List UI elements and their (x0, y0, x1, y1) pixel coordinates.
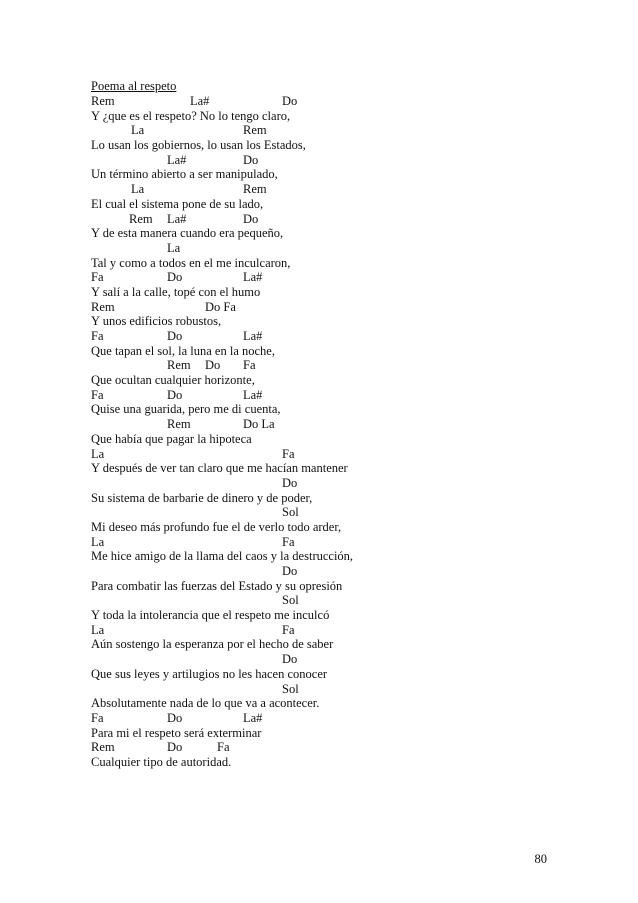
chord-line (91, 593, 571, 608)
lyric-line: Que tapan el sol, la luna en la noche, (91, 343, 275, 358)
chord: Rem (91, 740, 115, 755)
chord: Sol (282, 681, 299, 696)
lyric-line: Y después de ver tan claro que me hacían mantener (91, 461, 348, 476)
lyric-line: Que sus leyes y artilugios no les hacen conocer (91, 666, 328, 681)
chord: Do (167, 270, 183, 285)
chord-line (91, 623, 571, 638)
lyric-line: Me hice amigo de la llama del caos y la destrucción, (91, 549, 354, 564)
chord: La (167, 240, 181, 255)
chord: Do (282, 94, 298, 108)
chord-line (91, 417, 571, 432)
lyric-line: Y unos edificios robustos, (91, 314, 222, 329)
chord: Fa (91, 710, 104, 725)
lyric-line: Quise una guarida, pero me di cuenta, (91, 402, 281, 417)
chord: Rem (243, 182, 267, 197)
chord: Do (167, 329, 183, 343)
chord: Do (167, 387, 183, 402)
song-body (91, 94, 571, 770)
poem-title: Poema al respeto (91, 79, 177, 93)
chord-line (91, 153, 571, 168)
chord-line (91, 505, 571, 520)
lyric-line: Cualquier tipo de autoridad. (91, 754, 232, 769)
chord: Fa (282, 446, 295, 461)
chord: Do (205, 358, 221, 373)
chord: Do (282, 475, 298, 490)
chord: Rem (91, 94, 115, 108)
lyric-line: Mi deseo más profundo fue el de verlo todo arder, (91, 519, 342, 534)
chord: Rem (243, 123, 267, 138)
chord: Do (243, 152, 259, 167)
chord: Rem (167, 417, 191, 432)
chord-line (91, 711, 571, 726)
chord: La (131, 182, 145, 197)
chord: Do (167, 710, 183, 725)
chord: Fa (243, 358, 256, 373)
chord: Fa (91, 270, 104, 285)
chord: Fa (282, 622, 295, 637)
chord-line (91, 476, 571, 491)
chord: La# (243, 329, 263, 343)
page-number: 80 (534, 852, 547, 866)
lyric-line: Aún sostengo la esperanza por el hecho de saber (91, 637, 334, 652)
chord-line (91, 182, 571, 197)
chord: Rem (91, 299, 115, 314)
chord: Do (282, 652, 298, 667)
lyric-line: Un término abierto a ser manipulado, (91, 167, 278, 182)
lyric-line: Y toda la intolerancia que el respeto me inculcó (91, 608, 330, 623)
chord: Do (282, 564, 298, 578)
lyric-line: Absolutamente nada de lo que va a acontecer. (91, 696, 320, 711)
lyric-line: Y de esta manera cuando era pequeño, (91, 226, 284, 241)
chord: La (91, 622, 105, 637)
lyric-line: Para combatir las fuerzas del Estado y su opresión (91, 578, 343, 593)
chord: Rem (129, 211, 153, 226)
chord-line (91, 447, 571, 462)
chord: Fa (91, 329, 104, 343)
chord: La# (243, 270, 263, 285)
lyric-line: Que ocultan cualquier horizonte, (91, 373, 255, 388)
chord: Do La (243, 417, 275, 432)
chord: Do Fa (205, 299, 236, 314)
lyric-line: Para mi el respeto será exterminar (91, 725, 262, 740)
chord: La# (167, 152, 187, 167)
lyric-line: Y salí a la calle, topé con el humo (91, 284, 261, 299)
lyric-line: Que había que pagar la hipoteca (91, 431, 252, 446)
chord: Fa (91, 387, 104, 402)
chord: Sol (282, 505, 299, 520)
chord: Rem (167, 358, 191, 373)
chord-line (91, 241, 571, 256)
chord-line (91, 329, 571, 344)
chord: La# (167, 211, 187, 226)
chord: Fa (217, 740, 230, 755)
chord: La# (243, 710, 263, 725)
chord: La# (190, 94, 210, 108)
chord: La (91, 534, 105, 549)
lyric-line: Su sistema de barbarie de dinero y de poder, (91, 490, 313, 505)
chord: Do (167, 740, 183, 755)
lyric-line: Y ¿que es el respeto? No lo tengo claro, (91, 108, 291, 123)
lyric-line: El cual el sistema pone de su lado, (91, 196, 264, 211)
chord-line (91, 388, 571, 403)
chord-line (91, 652, 571, 667)
chord-line (91, 123, 571, 138)
chord: Fa (282, 534, 295, 549)
lyric-line: Lo usan los gobiernos, lo usan los Estados, (91, 138, 306, 153)
chord-line (91, 300, 571, 315)
chord: Do (243, 211, 259, 226)
chord-line (91, 270, 571, 285)
chord: Sol (282, 593, 299, 608)
chord-line (91, 564, 571, 579)
chord: La (131, 123, 145, 138)
chord: La# (243, 387, 263, 402)
chord: La (91, 446, 105, 461)
chord-line (91, 212, 571, 227)
chord-line (91, 535, 571, 550)
lyric-line: Tal y como a todos en el me inculcaron, (91, 255, 291, 270)
chord-line (91, 740, 571, 755)
chord-line (91, 358, 571, 373)
chord-line (91, 682, 571, 697)
chord-line (91, 94, 571, 109)
